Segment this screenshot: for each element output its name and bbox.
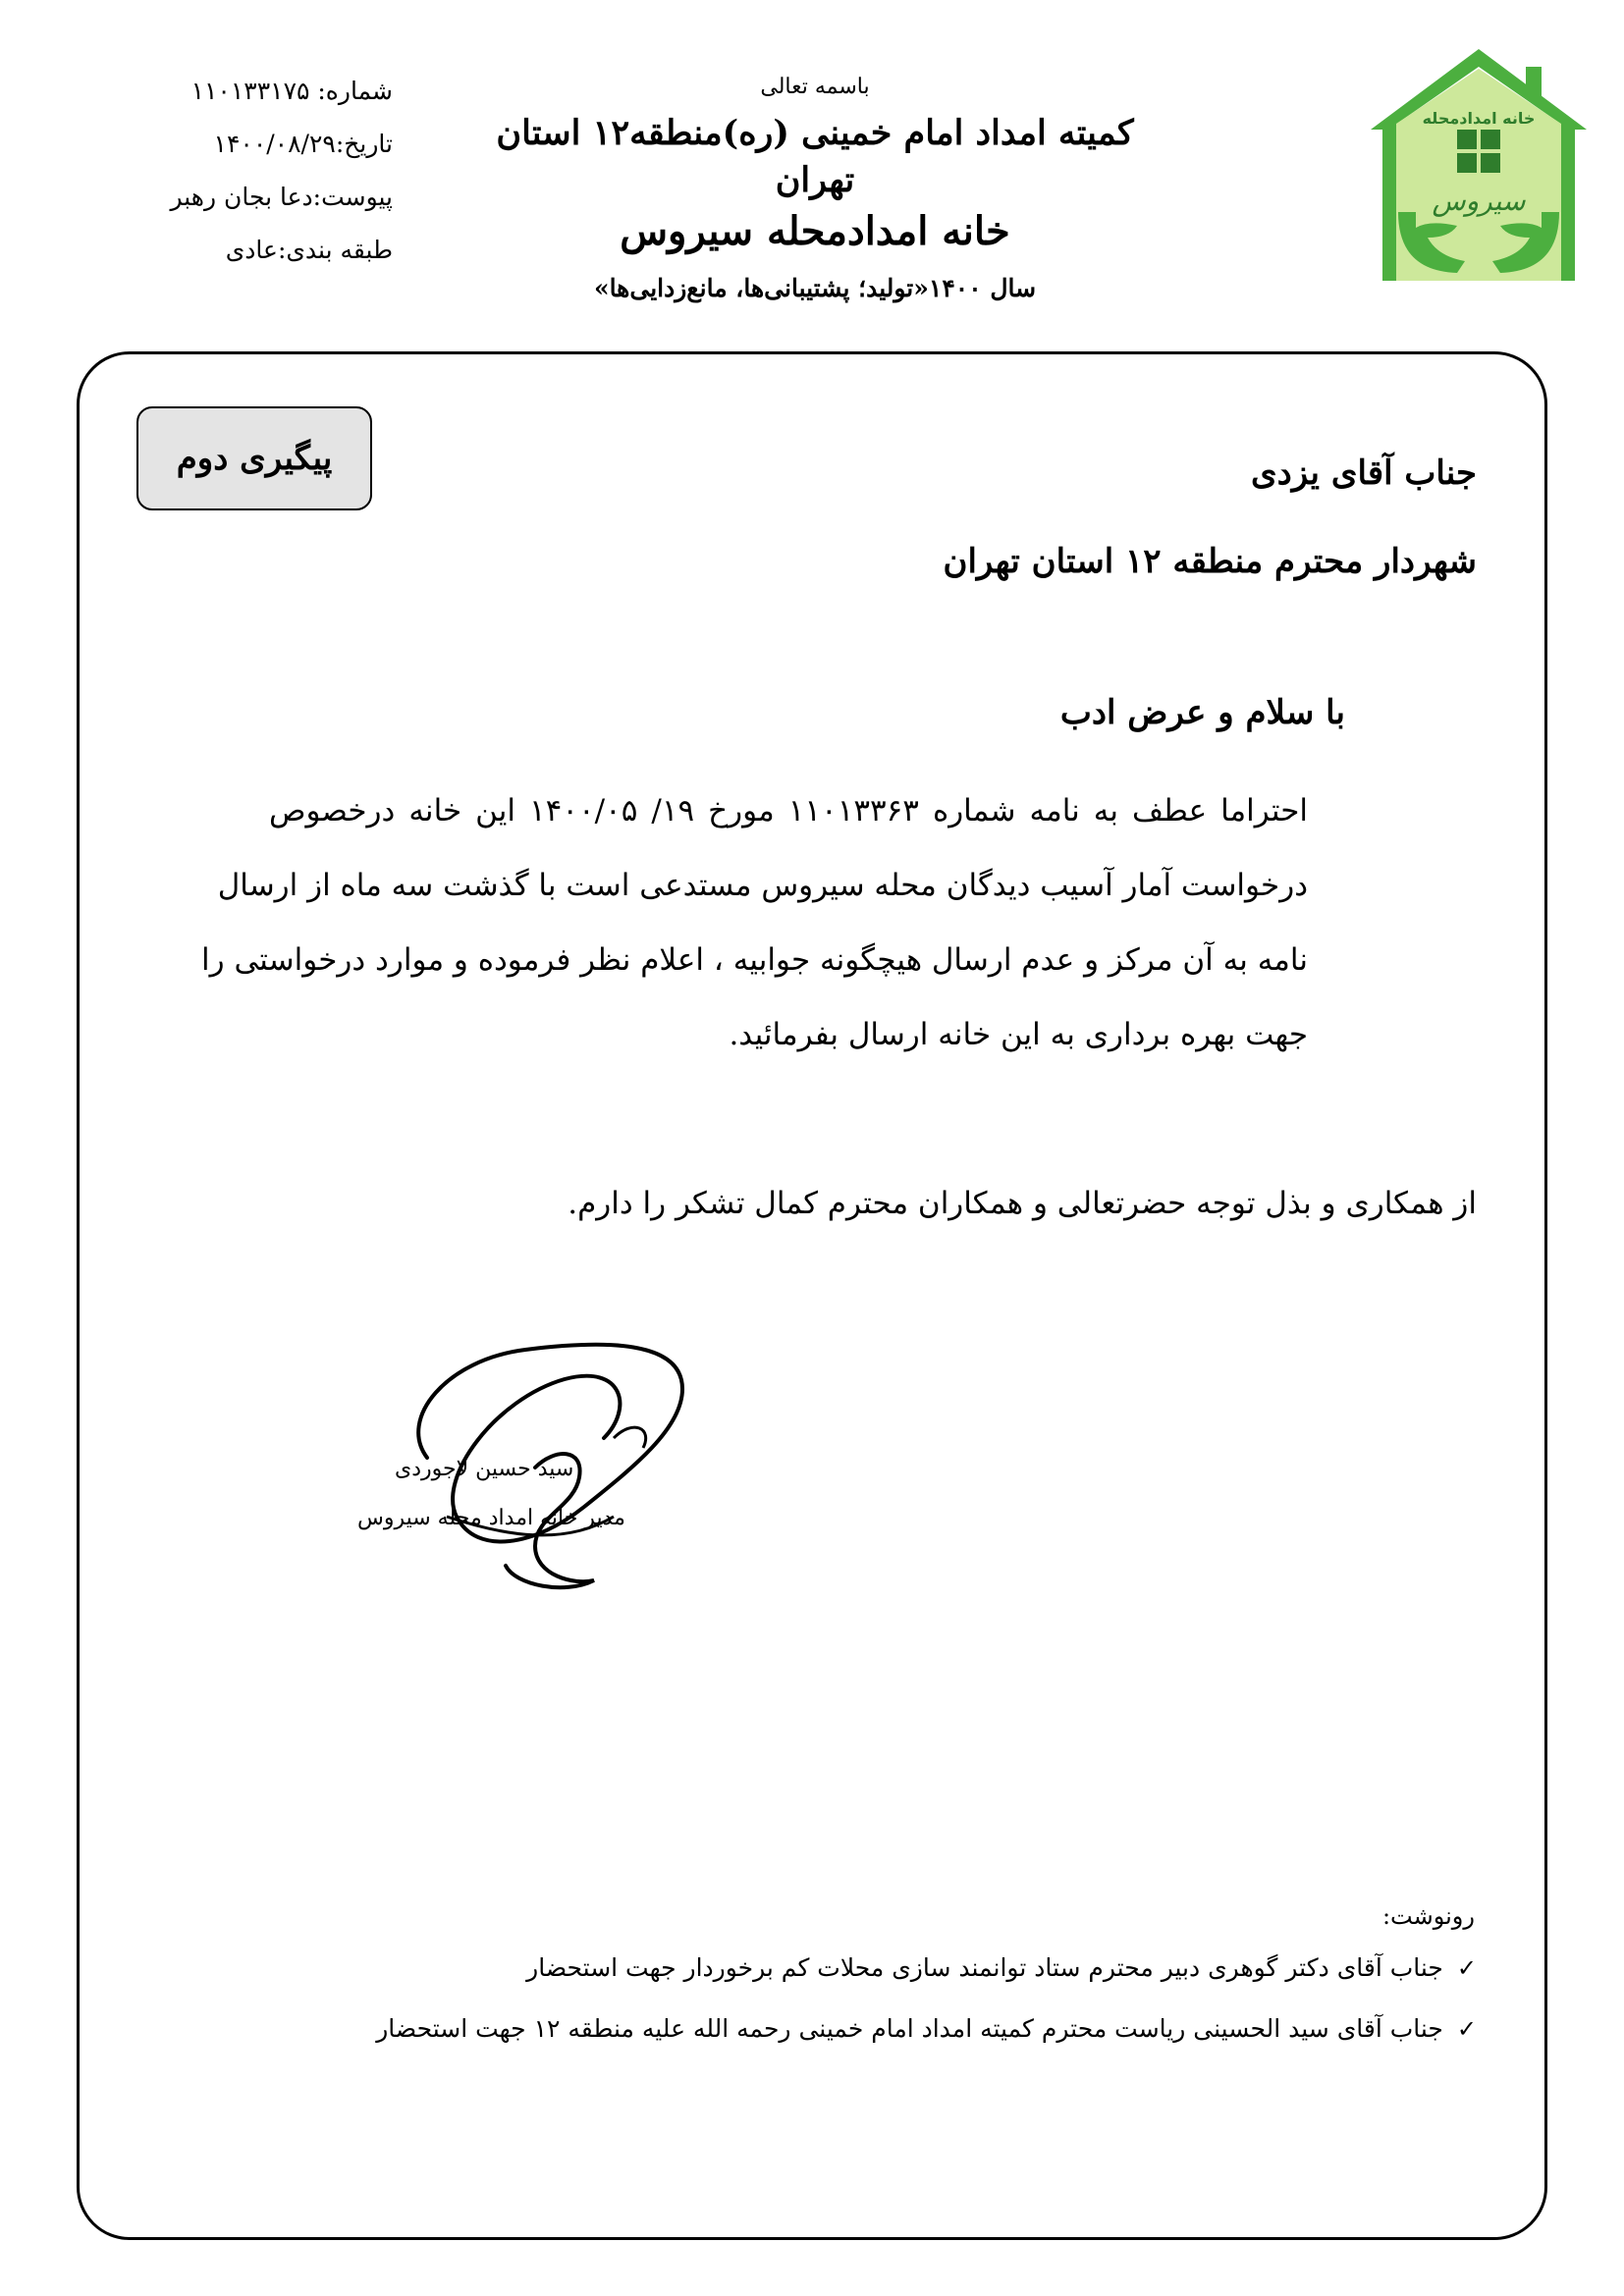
cc-item-text: جناب آقای سید الحسینی ریاست محترم کمیته امداد امام خمینی رحمه الله علیه منطقه ۱۲ جهت استحضار	[376, 2014, 1443, 2043]
cc-label: رونوشت:	[1381, 1902, 1475, 1930]
year-slogan: سال ۱۴۰۰«تولید؛ پشتیبانی‌ها، مانع‌زدایی‌ها»	[593, 274, 1037, 302]
letter-classification: طبقه بندی:عادی	[225, 236, 393, 264]
cc-item	[376, 2014, 1477, 2043]
letter-attachment: پیوست:دعا بجان رهبر	[170, 183, 393, 211]
recipient-name: جناب آقای یزدی	[1251, 454, 1477, 493]
recipient-title: شهردار محترم منطقه ۱۲ استان تهران	[943, 542, 1477, 581]
greeting: با سلام و عرض ادب	[1059, 693, 1345, 732]
checkmark-icon: ✓	[1456, 1953, 1477, 1982]
logo-script-text: سیروس	[1432, 185, 1526, 217]
followup-badge: پیگیری دوم	[136, 406, 372, 510]
cc-item	[526, 1953, 1477, 1982]
letter-body	[201, 774, 1308, 1072]
closing-line: از همکاری و بذل توجه حضرتعالی و همکاران محترم کمال تشکر را دارم.	[568, 1186, 1477, 1221]
body-line: نامه به آن مرکز و عدم ارسال هیچگونه جوابیه ، اعلام نظر فرموده و موارد درخواستی را	[201, 942, 1308, 978]
cc-item-text: جناب آقای دکتر گوهری دبیر محترم ستاد توانمند سازی محلات کم برخوردار جهت استحضار	[526, 1953, 1443, 1982]
signer-title: مدیر خانه امداد محله سیروس	[357, 1506, 625, 1530]
letter-meta	[118, 65, 393, 277]
organization-line: کمیته امداد امام خمینی (ره)منطقه۱۲ استان تهران	[496, 113, 1134, 200]
checkmark-icon: ✓	[1456, 2014, 1477, 2043]
house-hands-logo-icon	[1359, 45, 1598, 291]
body-line: درخواست آمار آسیب دیدگان محله سیروس مستدعی است با گذشت سه ماه از ارسال	[217, 868, 1308, 903]
basmala: باسمه تعالی	[760, 75, 870, 99]
signer-name: سید حسین لاجوردی	[395, 1457, 574, 1481]
body-line: جهت بهره برداری به این خانه ارسال بفرمائید.	[729, 1017, 1308, 1052]
body-line: احتراما عطف به نامه شماره ۱۱۰۱۳۳۶۳ مورخ ۱۹/ ۱۴۰۰/۰۵ این خانه درخصوص	[269, 793, 1308, 828]
letterhead	[461, 71, 1168, 310]
letter-date: تاریخ:۱۴۰۰/۰۸/۲۹	[213, 130, 393, 158]
letter-number: شماره: ۱۱۰۱۳۳۱۷۵	[190, 77, 393, 105]
organization-name: خانه امدادمحله سیروس	[620, 208, 1010, 254]
logo-top-text: خانه امدادمحله	[1422, 109, 1536, 128]
